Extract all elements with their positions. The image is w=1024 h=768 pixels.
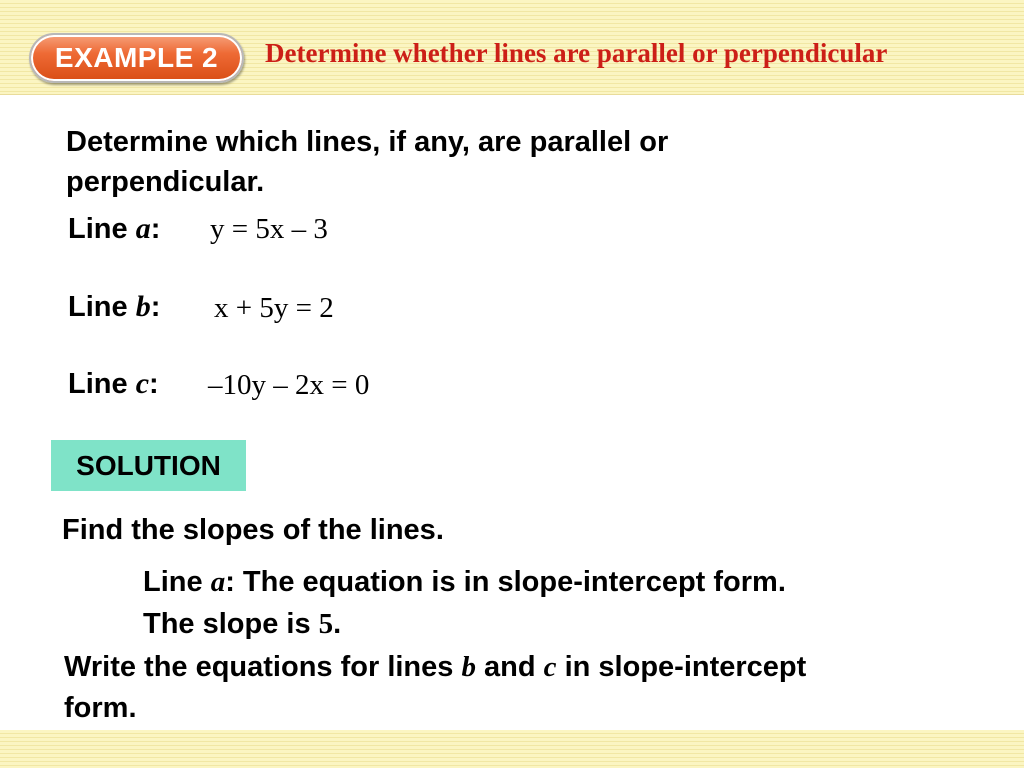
line-b-colon: : bbox=[150, 291, 161, 323]
step2-part3: in slope-intercept bbox=[564, 651, 807, 683]
line-a-equation bbox=[210, 213, 328, 246]
line-a-var: a bbox=[135, 212, 151, 245]
line-b-label bbox=[68, 290, 160, 324]
solution-line-a-word: Line bbox=[143, 566, 203, 598]
line-c-var: c bbox=[135, 367, 150, 400]
slope-value: 5 bbox=[318, 608, 334, 640]
solution-slope-line bbox=[143, 604, 341, 644]
example-badge: EXAMPLE 2 bbox=[29, 33, 244, 83]
solution-step2 bbox=[64, 647, 806, 687]
line-c-equation bbox=[208, 369, 369, 402]
solution-step1: Find the slopes of the lines. bbox=[62, 514, 444, 546]
slope-prefix: The slope is bbox=[143, 608, 311, 640]
solution-line-a-var: a bbox=[210, 566, 226, 598]
problem-prompt-line2: perpendicular. bbox=[66, 166, 265, 198]
step2-part2: and bbox=[484, 651, 536, 683]
line-b-equation-text: x + 5y = 2 bbox=[214, 292, 334, 324]
line-c-equation-text: –10y – 2x = 0 bbox=[208, 369, 370, 401]
line-b-equation bbox=[214, 292, 334, 325]
step2-part1: Write the equations for lines bbox=[64, 651, 454, 683]
line-a-label bbox=[68, 212, 160, 246]
line-c-label bbox=[68, 367, 159, 401]
line-b-var: b bbox=[135, 290, 151, 323]
line-a-colon: : bbox=[150, 213, 161, 245]
line-c-colon: : bbox=[149, 368, 159, 400]
solution-step2-line2: form. bbox=[64, 692, 137, 724]
solution-line-a bbox=[143, 562, 786, 602]
slope-suffix: . bbox=[333, 608, 342, 640]
step2-var-c: c bbox=[543, 651, 557, 683]
problem-prompt-line1: Determine which lines, if any, are parallel or bbox=[66, 126, 669, 158]
footer-band bbox=[0, 730, 1024, 768]
header-divider bbox=[0, 94, 1024, 95]
step2-var-b: b bbox=[461, 651, 476, 683]
solution-badge: SOLUTION bbox=[51, 440, 246, 491]
line-a-word: Line bbox=[68, 213, 128, 245]
line-c-word: Line bbox=[68, 368, 128, 400]
solution-line-a-text: : The equation is in slope-intercept form. bbox=[225, 566, 786, 598]
header-title: Determine whether lines are parallel or perpendicular bbox=[265, 38, 888, 68]
line-b-word: Line bbox=[68, 291, 128, 323]
line-a-equation-text: y = 5x – 3 bbox=[210, 213, 328, 245]
